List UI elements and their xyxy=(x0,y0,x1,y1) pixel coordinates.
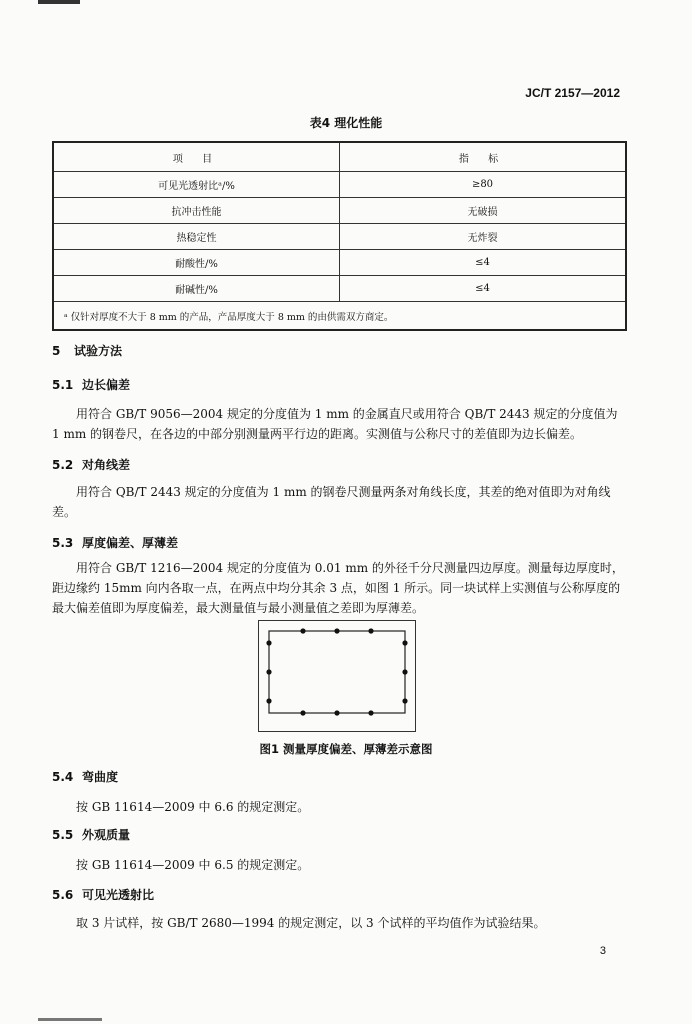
section-title: 试验方法 xyxy=(74,344,123,358)
measurement-point xyxy=(266,640,271,645)
measurement-point xyxy=(368,710,373,715)
measurement-point xyxy=(402,669,407,674)
measurement-point xyxy=(266,669,271,674)
section-5-2-text: 用符合 QB/T 2443 规定的分度值为 1 mm 的钢卷尺测量两条对角线长度，其差的绝对值即为对角线差。 xyxy=(52,485,611,519)
cell-item: 可见光透射比ᵃ/% xyxy=(53,172,340,198)
section-5-6-text: 取 3 片试样，按 GB/T 2680—1994 的规定测定，以 3 个试样的平均值作为试验结果。 xyxy=(76,916,546,930)
measurement-point xyxy=(402,640,407,645)
section-5-2-heading xyxy=(52,456,130,473)
table-footnote-row xyxy=(53,302,626,331)
section-title: 对角线差 xyxy=(82,458,131,472)
cell-spec: 无炸裂 xyxy=(340,224,627,250)
measurement-point xyxy=(334,628,339,633)
figure-1 xyxy=(258,620,416,732)
header-spec: 指 标 xyxy=(340,142,627,172)
measurement-point xyxy=(300,710,305,715)
section-title: 弯曲度 xyxy=(82,770,119,784)
cell-spec: ≥80 xyxy=(340,172,627,198)
section-number: 5.2 xyxy=(52,458,74,472)
measurement-point xyxy=(402,698,407,703)
table-row xyxy=(53,250,626,276)
cell-item: 耐碱性/% xyxy=(53,276,340,302)
section-5-3-text: 用符合 GB/T 1216—2004 规定的分度值为 0.01 mm 的外径千分尺测量四边厚度。测量每边厚度时，距边缘约 15mm 向内各取一点，在两点中均分其余 3 点，如图 1 所示。同一块试样上实测值与公称厚度的最大偏差值即为厚度偏差，最大测量值与最小测量值之差即为厚薄差。 xyxy=(52,561,624,615)
table-row xyxy=(53,198,626,224)
cell-spec: ≤4 xyxy=(340,250,627,276)
scan-mark-top xyxy=(38,0,80,4)
standard-code: JC/T 2157—2012 xyxy=(525,86,620,100)
figure-caption: 图1 测量厚度偏差、厚薄差示意图 xyxy=(259,742,433,756)
section-5-6-heading xyxy=(52,886,154,903)
section-title: 厚度偏差、厚薄差 xyxy=(82,536,179,550)
section-5-heading xyxy=(52,342,122,359)
section-number: 5.6 xyxy=(52,888,74,902)
properties-table xyxy=(52,141,627,331)
section-number: 5.4 xyxy=(52,770,74,784)
measurement-point xyxy=(368,628,373,633)
measurement-diagram xyxy=(259,621,415,731)
section-title: 外观质量 xyxy=(82,828,131,842)
section-5-5-text: 按 GB 11614—2009 中 6.5 的规定测定。 xyxy=(76,858,310,872)
cell-spec: 无破损 xyxy=(340,198,627,224)
specimen-outline xyxy=(269,631,405,713)
cell-item: 抗冲击性能 xyxy=(53,198,340,224)
table-row xyxy=(53,276,626,302)
table-caption: 表4 理化性能 xyxy=(309,116,383,130)
table-row xyxy=(53,224,626,250)
table-row xyxy=(53,172,626,198)
section-number: 5 xyxy=(52,344,61,358)
section-number: 5.5 xyxy=(52,828,74,842)
page-number: 3 xyxy=(599,945,606,957)
measurement-point xyxy=(334,710,339,715)
section-title: 边长偏差 xyxy=(82,378,131,392)
section-5-4-text: 按 GB 11614—2009 中 6.6 的规定测定。 xyxy=(76,800,310,814)
section-5-4-heading xyxy=(52,768,118,785)
table-footnote: ᵃ 仅针对厚度不大于 8 mm 的产品，产品厚度大于 8 mm 的由供需双方商定。 xyxy=(53,302,626,331)
section-number: 5.3 xyxy=(52,536,74,550)
section-number: 5.1 xyxy=(52,378,74,392)
section-5-3-heading xyxy=(52,534,178,551)
section-5-5-heading xyxy=(52,826,130,843)
cell-item: 耐酸性/% xyxy=(53,250,340,276)
section-5-1-heading xyxy=(52,376,130,393)
cell-spec: ≤4 xyxy=(340,276,627,302)
section-title: 可见光透射比 xyxy=(82,888,155,902)
cell-item: 热稳定性 xyxy=(53,224,340,250)
header-item: 项 目 xyxy=(53,142,340,172)
table-header-row xyxy=(53,142,626,172)
measurement-points xyxy=(266,628,407,715)
measurement-point xyxy=(266,698,271,703)
scan-mark-bottom xyxy=(38,1018,102,1021)
section-5-1-text: 用符合 GB/T 9056—2004 规定的分度值为 1 mm 的金属直尺或用符合 QB/T 2443 规定的分度值为 1 mm 的钢卷尺，在各边的中部分别测量两平行边的距离。实测值与公称尺寸的差值即为边长偏差。 xyxy=(52,407,618,441)
measurement-point xyxy=(300,628,305,633)
